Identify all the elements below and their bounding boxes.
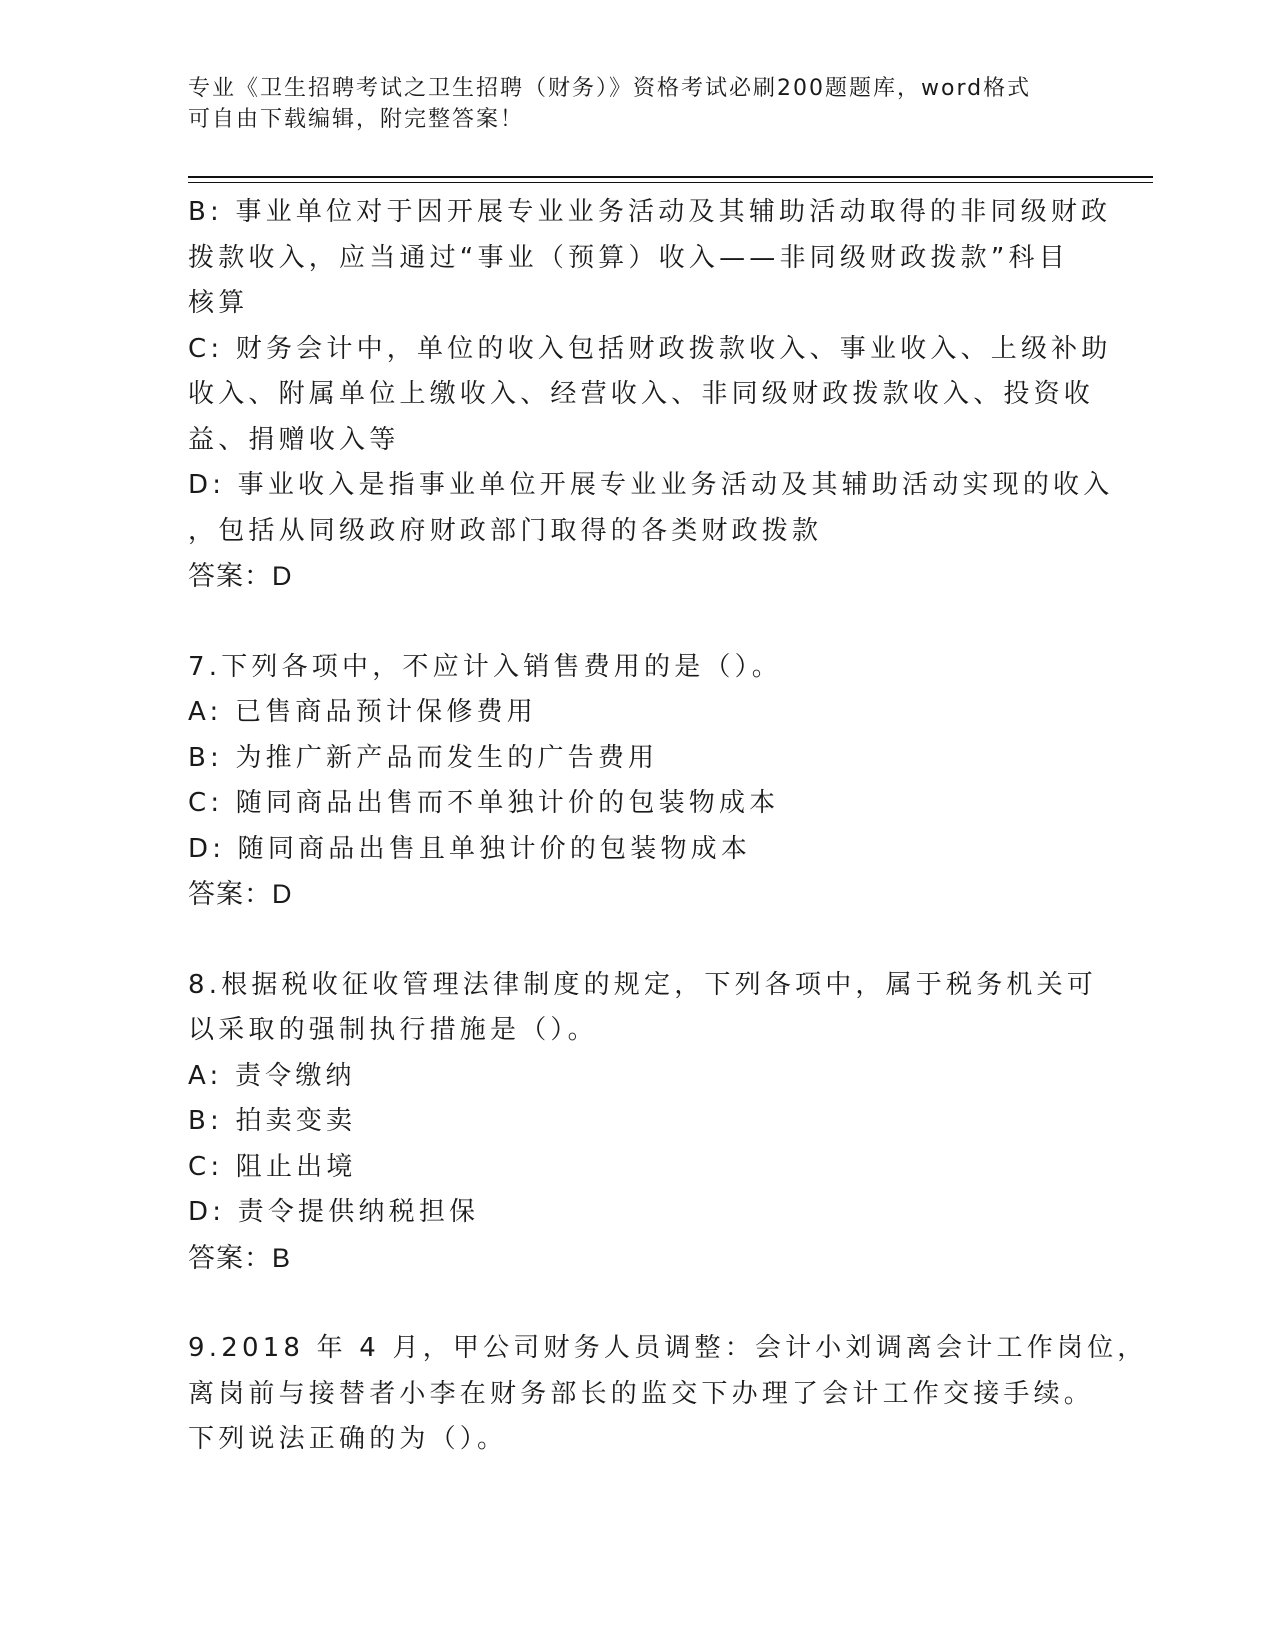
spacer — [188, 600, 1088, 645]
prev-question — [188, 190, 1114, 600]
option-b — [188, 190, 1112, 327]
answer: 答案：D — [188, 879, 293, 909]
option-b-line: 核算 — [188, 288, 249, 318]
question-stem: 7.下列各项中，不应计入销售费用的是（）。 — [188, 651, 783, 682]
header-title-line-2: 可自由下载编辑，附完整答案！ — [188, 107, 525, 132]
option-d-line: D: 事业收入是指事业单位开展专业业务活动及其辅助活动实现的收入 — [188, 470, 1114, 500]
question-stem: 下列说法正确的为（）。 — [188, 1424, 508, 1454]
option-d — [188, 463, 1114, 554]
document-header — [188, 73, 1068, 135]
header-title-line-1: 专业《卫生招聘考试之卫生招聘（财务）》资格考试必刷200题题库，word格式 — [188, 76, 1032, 101]
option-c: C: 阻止出境 — [188, 1151, 357, 1182]
option-b-line: 拨款收入，应当通过“事业（预算）收入——非同级财政拨款”科目 — [188, 242, 1069, 273]
option-b-line: B: 事业单位对于因开展专业业务活动及其辅助活动取得的非同级财政 — [188, 197, 1112, 227]
option-c — [188, 327, 1112, 464]
option-d: D: 责令提供纳税担保 — [188, 1197, 480, 1227]
spacer — [188, 1281, 1088, 1326]
option-a: A: 已售商品预计保修费用 — [188, 697, 537, 727]
header-rule-thick — [188, 176, 1153, 178]
header-rule-thin — [188, 182, 1153, 183]
question-stem: 9.2018 年 4 月，甲公司财务人员调整：会计小刘调离会计工作岗位， — [188, 1333, 1148, 1363]
question-stem: 以采取的强制执行措施是（）。 — [188, 1015, 598, 1045]
option-c: C: 随同商品出售而不单独计价的包装物成本 — [188, 788, 780, 818]
option-d-line: ，包括从同级政府财政部门取得的各类财政拨款 — [188, 515, 823, 546]
option-c-line: 收入、附属单位上缴收入、经营收入、非同级财政拨款收入、投资收 — [188, 379, 1095, 409]
option-d: D: 随同商品出售且单独计价的包装物成本 — [188, 833, 752, 864]
spacer — [188, 918, 1088, 963]
answer: 答案：D — [188, 561, 293, 591]
question-stem: 离岗前与接替者小李在财务部长的监交下办理了会计工作交接手续。 — [188, 1378, 1095, 1409]
question-8 — [188, 963, 1098, 1282]
option-c-line: 益、捐赠收入等 — [188, 424, 400, 455]
option-c-line: C: 财务会计中，单位的收入包括财政拨款收入、事业收入、上级补助 — [188, 333, 1112, 364]
option-a: A: 责令缴纳 — [188, 1060, 356, 1091]
document-body — [188, 190, 1148, 1463]
option-b: B: 为推广新产品而发生的广告费用 — [188, 742, 659, 773]
question-7 — [188, 645, 1088, 918]
answer: 答案：B — [188, 1242, 292, 1273]
question-9 — [188, 1326, 1148, 1463]
question-stem: 8.根据税收征收管理法律制度的规定，下列各项中，属于税务机关可 — [188, 969, 1098, 1000]
option-b: B: 拍卖变卖 — [188, 1106, 357, 1136]
